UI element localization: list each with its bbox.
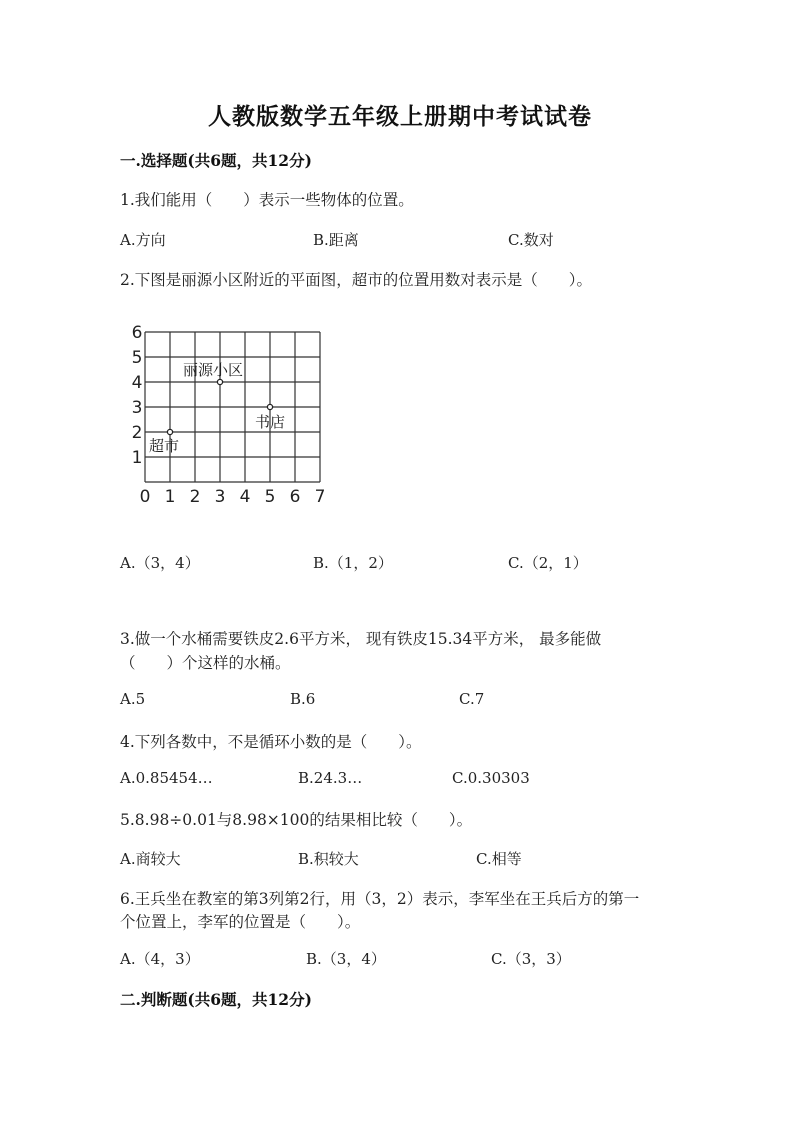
y-tick-label: 1 [131, 448, 143, 468]
q5-option-c: C.相等 [476, 850, 522, 868]
map-place-label: 书店 [255, 413, 286, 431]
q2-option-b: B.（1，2） [313, 554, 393, 572]
map-grid [145, 332, 320, 482]
y-tick-label: 5 [131, 348, 143, 368]
coordinate-map-figure [125, 322, 340, 507]
question-3-line-2: （ ）个这样的水桶。 [120, 654, 291, 672]
x-tick-label: 2 [189, 487, 201, 507]
q1-option-c: C.数对 [508, 231, 554, 249]
question-2: 2.下图是丽源小区附近的平面图，超市的位置用数对表示是（ ）。 [120, 271, 593, 289]
q6-option-a: A.（4，3） [120, 950, 200, 968]
question-1: 1.我们能用（ ）表示一些物体的位置。 [120, 191, 414, 209]
question-3: 3.做一个水桶需要铁皮2.6平方米， 现有铁皮15.34平方米， 最多能做 [120, 630, 602, 648]
y-tick-label: 4 [131, 373, 143, 393]
x-tick-label: 1 [164, 487, 176, 507]
page-title: 人教版数学五年级上册期中考试试卷 [208, 103, 592, 130]
x-tick-label: 6 [289, 487, 301, 507]
q5-option-b: B.积较大 [298, 850, 359, 868]
x-tick-label: 4 [239, 487, 251, 507]
y-tick-label: 3 [131, 398, 143, 418]
y-tick-label: 2 [131, 423, 143, 443]
y-tick-label: 6 [131, 323, 143, 343]
x-tick-label: 7 [314, 487, 326, 507]
map-point [267, 404, 272, 409]
q1-option-b: B.距离 [313, 231, 359, 249]
x-tick-label: 3 [214, 487, 226, 507]
q5-option-a: A.商较大 [120, 850, 181, 868]
q2-option-a: A.（3，4） [120, 554, 200, 572]
q2-option-c: C.（2，1） [508, 554, 588, 572]
q3-option-c: C.7 [459, 690, 485, 708]
question-6-line-2: 个位置上，李军的位置是（ ）。 [120, 913, 361, 931]
map-place-label: 丽源小区 [183, 361, 244, 379]
q3-option-b: B.6 [290, 690, 316, 708]
question-6: 6.王兵坐在教室的第3列第2行，用（3，2）表示，李军坐在王兵后方的第一 [120, 890, 640, 908]
q1-option-a: A.方向 [120, 231, 166, 249]
q4-option-c: C.0.30303 [452, 769, 530, 787]
x-tick-label: 5 [264, 487, 276, 507]
q6-option-c: C.（3，3） [491, 950, 571, 968]
q4-option-b: B.24.3… [298, 769, 363, 787]
q3-option-a: A.5 [120, 690, 146, 708]
map-place-label: 超市 [149, 437, 180, 455]
x-tick-label: 0 [139, 487, 151, 507]
question-5: 5.8.98÷0.01与8.98×100的结果相比较（ ）。 [120, 811, 473, 829]
question-4: 4.下列各数中，不是循环小数的是（ ）。 [120, 733, 422, 751]
map-point [167, 429, 172, 434]
section-heading-choice: 一.选择题(共6题，共12分) [120, 151, 312, 170]
section-heading-judgement: 二.判断题(共6题，共12分) [120, 990, 312, 1009]
q4-option-a: A.0.85454… [120, 769, 213, 787]
map-point [217, 379, 222, 384]
q6-option-b: B.（3，4） [306, 950, 386, 968]
